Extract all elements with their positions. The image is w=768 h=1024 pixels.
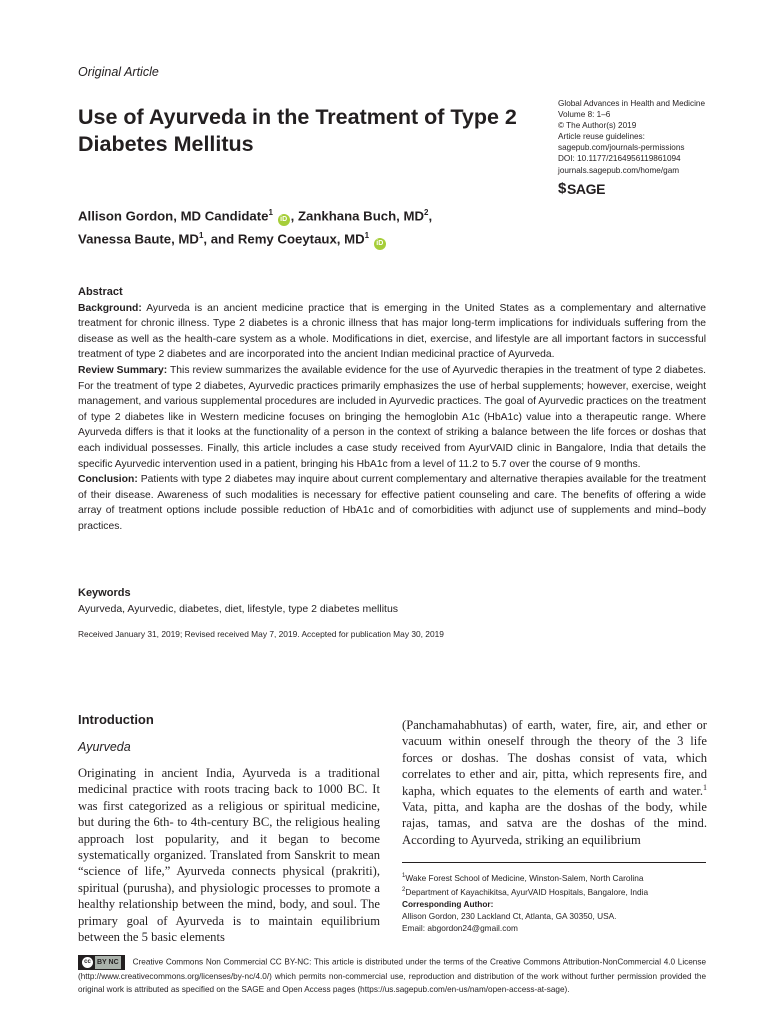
license-text: Creative Commons Non Commercial CC BY-NC: This article is distributed under the terms of the Creative Commons Attribution-NonCommercial 4.0 License (http://www.creativecommons.org/licenses/by-nc/4.0/) which permits non-commercial use, reproduction and distribution of the work without further permission provided the original work is attributed as specified on the SAGE and Open Access pages (https://us.sagepub.com/en-us/nam/open-access-at-sage).: [78, 957, 706, 995]
affil-sup: 1: [402, 873, 406, 879]
body-text: Vata, pitta, and kapha are the doshas of the body, while rajas, tamas, and satva are the doshas of the mind. According to Ayurveda, striking an equilibrium: [402, 800, 707, 847]
background-label: Background:: [78, 302, 142, 314]
sage-logo-text: SAGE: [566, 180, 606, 197]
author-list: Allison Gordon, MD Candidate$^1$ iD , Zankhana Buch, $MD^2$, Vanessa Baute, $MD^1$, and Remy Coeytaux, $MD^1$ iD: [78, 203, 518, 250]
journal-volume: Volume 8: 1–6: [558, 110, 611, 120]
body-text: (Panchamahabhutas) of earth, water, fire, air, and ether or vacuum within oneself through the theory of the 3 life forces or doshas. The doshas consist of vata, which correlates to ether and air, pitta, which represents fire, and kapha, which equates to the elements of earth and water.: [402, 718, 707, 798]
cc-badge-text: BY NC: [95, 956, 121, 969]
author-name: Vanessa Baute, MD: [78, 231, 199, 247]
author-affil-sup: 2: [423, 208, 429, 217]
abstract-review: [78, 363, 706, 472]
affiliation-2: [402, 884, 712, 898]
publication-dates: Received January 31, 2019; Revised received May 7, 2019. Accepted for publication May 30, 2019: [78, 629, 444, 639]
abstract-background: [78, 301, 706, 363]
journal-url[interactable]: journals.sagepub.com/home/gam: [558, 165, 680, 175]
orcid-icon[interactable]: iD: [374, 238, 386, 250]
body-paragraph: [402, 717, 707, 848]
journal-doi[interactable]: DOI: 10.1177/2164956119861094: [558, 154, 681, 164]
affiliations: [402, 870, 712, 935]
author-conjunction: and: [210, 231, 235, 247]
author-name: Remy Coeytaux, MD: [237, 231, 365, 247]
corresponding-email[interactable]: Email: abgordon24@gmail.com: [402, 923, 518, 934]
creative-commons-badge-icon[interactable]: cc BY NC: [78, 955, 125, 970]
abstract-conclusion: [78, 472, 706, 534]
article-title: Use of Ayurveda in the Treatment of Type 2 Diabetes Mellitus: [78, 105, 517, 156]
journal-name: Global Advances in Health and Medicine: [558, 99, 706, 108]
license-notice: [78, 955, 706, 996]
footnote-divider: [402, 862, 706, 863]
abstract: [78, 285, 706, 535]
body-column-right: [402, 717, 707, 848]
conclusion-text: Patients with type 2 diabetes may inquire about current complementary and alternative therapies available for the treatment of their disease. Awareness of such modalities is necessary for effective patient counseling and care. The benefits of offering a wide array of treatment options include possible reduction of HbA1c and of comorbidities with adjunct use of supplements and mind–body practices.: [78, 474, 706, 532]
corresponding-address: Allison Gordon, 230 Lackland Ct, Atlanta, GA 30350, USA.: [402, 911, 617, 922]
article-type: Original Article: [78, 65, 159, 79]
author-name: Allison Gordon, MD Candidate: [78, 208, 269, 224]
journal-info: [558, 98, 758, 176]
journal-reuse: Article reuse guidelines:: [558, 132, 645, 142]
author-affil-sup: 1: [364, 231, 370, 241]
affil-text: Wake Forest School of Medicine, Winston-Salem, North Carolina: [405, 872, 644, 883]
affil-sup: 2: [402, 886, 406, 893]
corresponding-author-label: Corresponding Author:: [402, 898, 494, 909]
sage-logo-mark-icon: $: [558, 180, 566, 197]
journal-copyright: © The Author(s) 2019: [558, 121, 637, 131]
sage-logo: [558, 180, 605, 197]
section-heading-introduction: Introduction: [78, 712, 154, 727]
body-column-left: [78, 765, 380, 945]
keywords-list: Ayurveda, Ayurvedic, diabetes, diet, lifestyle, type 2 diabetes mellitus: [78, 603, 399, 615]
conclusion-label: Conclusion:: [78, 474, 138, 486]
abstract-heading: Abstract: [78, 286, 123, 298]
subsection-heading-ayurveda: Ayurveda: [78, 740, 131, 754]
orcid-icon[interactable]: iD: [278, 214, 290, 226]
body-paragraph: Originating in ancient India, Ayurveda is a traditional medicinal practice with roots tracing back to 1000 BC. It was first categorized as a religious or spiritual medicine, but during the 6th- to 4th-century BC, the religious healing approach lost popularity, and it began to become systematically organized. Translated from Sanskrit to mean “science of life,” Ayurveda connects physical (prakriti), spiritual (purusha), and physiologic processes to promote a healthy relationship between the mind, body, and soul. The primary goal of Ayurveda is to maintain equilibrium between the 5 basic elements: [78, 766, 380, 945]
journal-permissions-link[interactable]: sagepub.com/journals-permissions: [558, 143, 685, 153]
citation-ref[interactable]: 1: [703, 782, 707, 792]
author-affil-sup: 1: [198, 231, 204, 241]
affil-text: Department of Kayachikitsa, AyurVAID Hospitals, Bangalore, India: [405, 886, 649, 897]
author-name: Zankhana Buch, MD: [297, 208, 424, 224]
affiliation-1: [402, 870, 712, 884]
review-text: This review summarizes the available evidence for the use of Ayurvedic therapies in the treatment of type 2 diabetes. For the treatment of type 2 diabetes, Ayurvedic practices primarily emphasizes the use of herbal supplements; however, exercise, weight management, and various supplemental procedures are included in Ayurvedic practices. The goal of Ayurvedic practices on the treatment of type 2 diabetes like in Western medicine focuses on bringing the hemoglobin A1c (HbA1c) value into a therapeutic range. Where Ayurveda differs is that it looks at the functionality of a person in the context of striking a balance between the life forces or doshas that each individual possesses. Finally, this article includes a case study received from AyurVAID clinic in Bangalore, India that details the specific Ayurvedic intervention used in a patient, bringing his HbA1c from a level of 11.2 to 5.7 over the course of 9 months.: [78, 364, 707, 470]
review-label: Review Summary:: [78, 364, 168, 376]
background-text: Ayurveda is an ancient medicine practice that is emerging in the United States as a complementary and alternative treatment for chronic illness. Type 2 diabetes is a chronic illness that has major long-term implications for individuals suffering from the disease as well as the health-care system as a whole. Modifications in diet, exercise, and lifestyle are all important factors in successful treatment of type 2 diabetes and are incorporated into the ancient Indian medicinal practice of Ayurveda.: [78, 302, 706, 361]
keywords-heading: Keywords: [78, 587, 131, 599]
author-affil-sup: 1: [268, 208, 273, 217]
